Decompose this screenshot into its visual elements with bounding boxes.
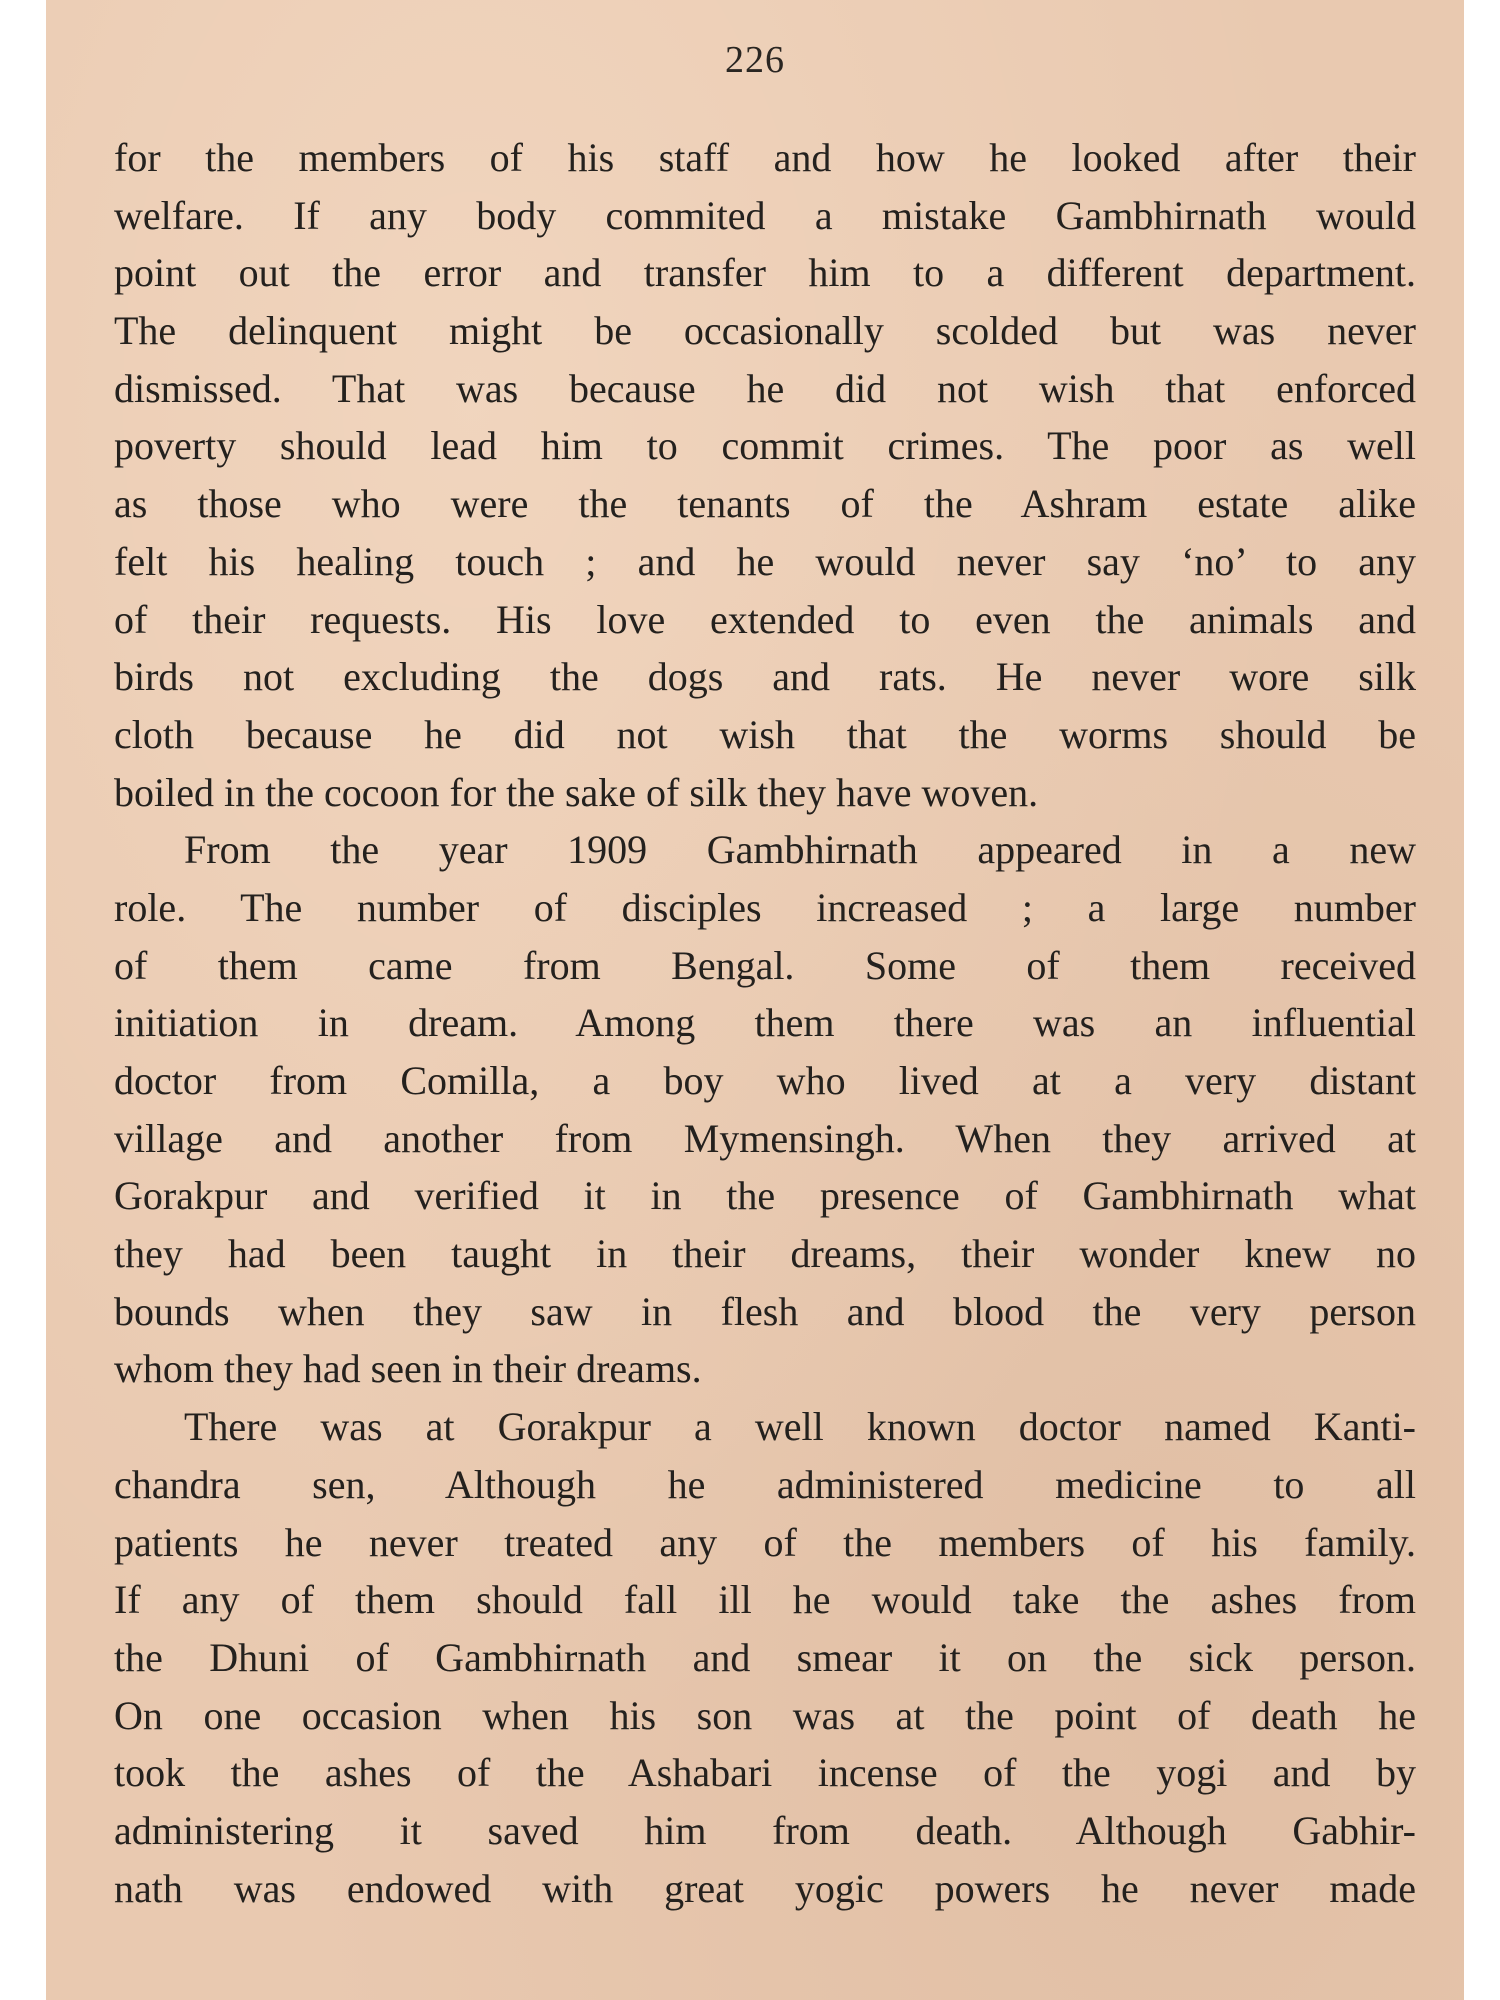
text-line: of them came from Bengal. Some of them received bbox=[114, 942, 1416, 988]
text-line: whom they had seen in their dreams. bbox=[114, 1346, 702, 1392]
body-text bbox=[114, 129, 1416, 1917]
text-line: of their requests. His love extended to even the animals and bbox=[114, 596, 1416, 642]
text-line: they had been taught in their dreams, their wonder knew no bbox=[114, 1231, 1416, 1277]
text-line: village and another from Mymensingh. When they arrived at bbox=[114, 1115, 1416, 1161]
paragraph-3 bbox=[114, 1398, 1416, 1917]
text-line: role. The number of disciples increased ; a large number bbox=[114, 884, 1416, 930]
text-line: welfare. If any body commited a mistake Gambhirnath would bbox=[114, 192, 1416, 238]
text-line: patients he never treated any of the members of his family. bbox=[114, 1519, 1416, 1565]
page-number: 226 bbox=[725, 39, 785, 81]
text-line: birds not excluding the dogs and rats. He never wore silk bbox=[114, 654, 1416, 700]
text-line: There was at Gorakpur a well known doctor named Kanti- bbox=[184, 1404, 1416, 1450]
text-line: doctor from Comilla, a boy who lived at a very distant bbox=[114, 1058, 1416, 1103]
text-line: boiled in the cocoon for the sake of silk they have woven. bbox=[114, 769, 1039, 815]
text-line: poverty should lead him to commit crimes. The poor as well bbox=[114, 423, 1416, 469]
text-line: nath was endowed with great yogic powers he never made bbox=[114, 1865, 1416, 1911]
text-line: The delinquent might be occasionally scolded but was never bbox=[114, 308, 1416, 354]
paragraph-2 bbox=[114, 821, 1416, 1398]
text-line: felt his healing touch ; and he would never say ‘no’ to any bbox=[114, 538, 1416, 584]
text-line: point out the error and transfer him to a different department. bbox=[114, 250, 1416, 296]
text-line: took the ashes of the Ashabari incense of the yogi and by bbox=[114, 1750, 1416, 1796]
paragraph-1 bbox=[114, 129, 1416, 821]
text-line: for the members of his staff and how he looked after their bbox=[114, 135, 1416, 180]
text-line: From the year 1909 Gambhirnath appeared in a new bbox=[184, 827, 1416, 873]
text-line: On one occasion when his son was at the point of death he bbox=[114, 1692, 1416, 1738]
text-line: Gorakpur and verified it in the presence of Gambhirnath what bbox=[114, 1173, 1416, 1219]
text-line: chandra sen, Although he administered medicine to all bbox=[114, 1461, 1416, 1507]
text-line: the Dhuni of Gambhirnath and smear it on the sick person. bbox=[114, 1634, 1416, 1680]
text-line: dismissed. That was because he did not wish that enforced bbox=[114, 365, 1416, 411]
text-line: If any of them should fall ill he would take the ashes from bbox=[114, 1577, 1416, 1623]
text-line: as those who were the tenants of the Ashram estate alike bbox=[114, 481, 1416, 527]
text-line: bounds when they saw in flesh and blood the very person bbox=[114, 1288, 1416, 1334]
text-line: administering it saved him from death. Although Gabhir- bbox=[114, 1807, 1416, 1853]
book-page bbox=[46, 0, 1464, 2000]
text-line: cloth because he did not wish that the worms should be bbox=[114, 711, 1416, 757]
text-line: initiation in dream. Among them there was an influential bbox=[114, 1000, 1416, 1046]
